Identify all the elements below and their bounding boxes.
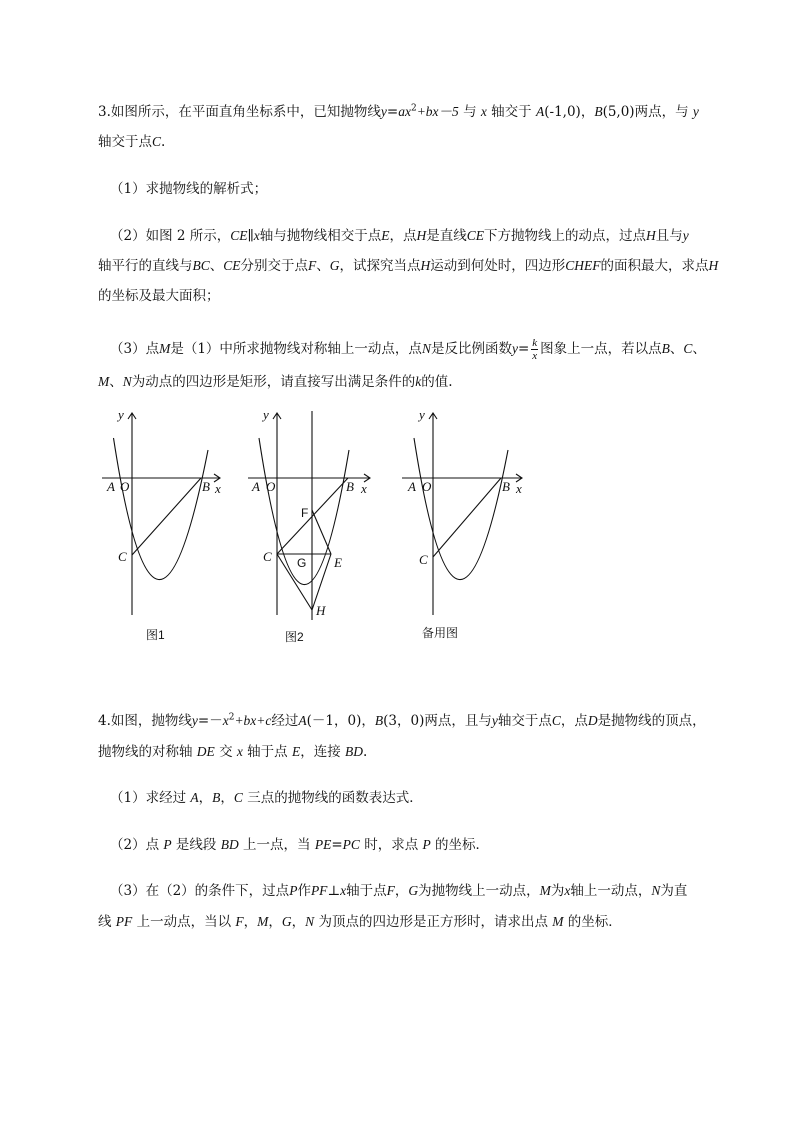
var: A — [190, 790, 199, 805]
text: 两点，且与 — [424, 713, 492, 729]
label-G: G — [297, 556, 307, 570]
var: G — [281, 914, 292, 929]
text: 、 — [209, 258, 224, 274]
text: 、 — [692, 341, 706, 357]
label-y: y — [118, 407, 124, 422]
var: F — [235, 914, 244, 929]
text: （2）如图 2 所示， — [110, 228, 231, 244]
text: =－ — [197, 713, 223, 729]
problem3-line2 — [98, 133, 738, 151]
var: B — [374, 713, 384, 728]
label-B: B — [346, 479, 354, 494]
text: 的坐标及最大面积； — [98, 288, 220, 304]
var: BC — [192, 258, 210, 273]
var: M — [552, 914, 564, 929]
var: N — [651, 883, 661, 898]
figure-3 — [398, 405, 533, 620]
problem3-q3-line1 — [110, 337, 750, 362]
var: M — [257, 914, 269, 929]
problem4-line1 — [98, 712, 738, 730]
label-O: O — [266, 479, 276, 494]
label-B: B — [202, 479, 210, 494]
problem4-q3-line2 — [98, 913, 738, 931]
label-A: A — [107, 479, 115, 494]
text: ⊥ — [327, 883, 341, 899]
var: N — [421, 341, 431, 356]
var: y — [511, 341, 518, 356]
problem3-q2-line2 — [98, 257, 738, 275]
segment-BC — [132, 478, 201, 555]
label-A: A — [252, 479, 260, 494]
text: 上一动点，当以 — [132, 914, 236, 930]
text: 4.如图，抛物线 — [98, 713, 192, 729]
text: ，点 — [560, 713, 588, 729]
label-F: F — [301, 506, 309, 520]
problem3-q2-line3 — [98, 287, 738, 305]
text: ，连接 — [300, 744, 346, 760]
text: (3，0) — [383, 713, 425, 729]
text: （1）求经过 — [110, 790, 191, 806]
text: 三点的抛物线的函数表达式． — [242, 790, 423, 806]
var: N — [122, 374, 132, 389]
var: CE — [223, 258, 241, 273]
problem4-line2 — [98, 743, 738, 761]
text: 轴于点 — [346, 883, 387, 899]
label-O: O — [422, 479, 432, 494]
label-O: O — [120, 479, 130, 494]
text: （1）求抛物线的解析式； — [110, 181, 268, 197]
text: ， — [198, 790, 213, 806]
text: 轴交于 — [486, 104, 536, 120]
var: P — [422, 837, 431, 852]
var: CHEF — [565, 258, 601, 273]
text: 交 — [214, 744, 237, 760]
text: ， — [268, 914, 282, 930]
text: 轴交于点 — [98, 134, 152, 150]
var: y — [491, 713, 498, 728]
text: 轴交于点 — [497, 713, 552, 729]
text: 是抛物线的顶点， — [597, 713, 706, 729]
figure-3-caption: 备用图 — [422, 626, 459, 640]
var: H — [416, 228, 427, 243]
var: C — [683, 341, 693, 356]
var: PC — [342, 837, 360, 852]
figure-1-caption: 图1 — [146, 628, 165, 642]
text: 图象上一点，若以点 — [540, 341, 662, 357]
var-y: y — [692, 104, 699, 119]
figure-2-caption: 图2 — [285, 630, 304, 644]
label-A: A — [408, 479, 416, 494]
var: y — [682, 228, 689, 243]
term-rest: +bx－5 — [416, 104, 459, 119]
problem3-q2-line1 — [110, 227, 750, 245]
label-C: C — [263, 549, 272, 564]
fraction-k-over-x — [531, 337, 538, 362]
problem3-q3-line2 — [98, 373, 738, 391]
text: ，试探究当点 — [339, 258, 421, 274]
text: （2）点 — [110, 837, 164, 853]
text: 的坐标． — [563, 914, 622, 930]
var: x — [253, 228, 260, 243]
text: 且与 — [655, 228, 683, 244]
text: 时，求点 — [359, 837, 423, 853]
var: C — [551, 713, 561, 728]
text: . — [161, 134, 166, 150]
text: ， — [243, 914, 258, 930]
var: k — [415, 374, 422, 389]
problem3-q1 — [110, 180, 750, 198]
var: k — [532, 337, 538, 349]
var: +bx+c — [234, 713, 272, 728]
text: 轴与抛物线相交于点 — [259, 228, 382, 244]
label-E: E — [334, 555, 342, 570]
term-ax: ax — [398, 104, 411, 119]
text: 是线段 — [171, 837, 221, 853]
var: D — [587, 713, 598, 728]
segment-FE — [312, 510, 331, 554]
text: 下方抛物线上的动点，过点 — [484, 228, 647, 244]
var: x — [236, 744, 243, 759]
label-C: C — [118, 549, 127, 564]
var-y: y — [380, 104, 387, 119]
label-x: x — [516, 481, 522, 496]
text: 与 — [458, 104, 481, 120]
text: 上一点，当 — [238, 837, 315, 853]
var: PF — [115, 914, 133, 929]
label-B: B — [502, 479, 510, 494]
figure-1 — [98, 405, 228, 620]
text: 是（1）中所求抛物线对称轴上一动点，点 — [170, 341, 422, 357]
text: 、 — [316, 258, 330, 274]
text: 作 — [297, 883, 311, 899]
var: N — [305, 914, 315, 929]
text: 的面积最大，求点 — [600, 258, 709, 274]
label-y: y — [419, 407, 425, 422]
text: 轴上一动点， — [570, 883, 652, 899]
var: P — [163, 837, 172, 852]
text: 轴于点 — [242, 744, 292, 760]
text: 是反比例函数 — [430, 341, 512, 357]
label-H: H — [316, 603, 326, 618]
var: B — [661, 341, 670, 356]
text: 线 — [98, 914, 116, 930]
var: H — [708, 258, 719, 273]
coord-B: (5,0) — [602, 104, 635, 120]
var: A — [298, 713, 307, 728]
var: x — [564, 883, 571, 898]
segment-CH — [277, 554, 312, 610]
problem3-line1 — [98, 103, 738, 121]
text: 分别交于点 — [240, 258, 309, 274]
text: 为直 — [660, 883, 688, 899]
problem3-intro: 3.如图所示，在平面直角坐标系中，已知抛物线 — [98, 104, 381, 120]
var: P — [289, 883, 298, 898]
var: F — [308, 258, 317, 273]
text: 的值. — [421, 374, 453, 390]
segment-BC — [433, 478, 501, 557]
point-C: C — [152, 134, 162, 149]
text: ， — [361, 713, 375, 729]
text: 为顶点的四边形是正方形时，请求出点 — [314, 914, 553, 930]
problem4-q3-line1 — [110, 882, 750, 900]
var: x — [340, 883, 347, 898]
var: M — [159, 341, 171, 356]
label-x: x — [215, 481, 221, 496]
text: ∥ — [247, 228, 254, 244]
var: F — [386, 883, 395, 898]
text: 轴平行的直线与 — [98, 258, 193, 274]
text: 为抛物线上一动点， — [418, 883, 540, 899]
var: M — [98, 374, 110, 389]
point-A: A — [535, 104, 545, 119]
point-B: B — [594, 104, 603, 119]
text: ，点 — [389, 228, 417, 244]
var: M — [539, 883, 551, 898]
text: 、 — [669, 341, 684, 357]
parabola — [414, 438, 508, 580]
text: 的坐标． — [430, 837, 490, 853]
figure-2 — [244, 405, 384, 620]
text: 为动点的四边形是矩形，请直接写出满足条件的 — [131, 374, 416, 390]
exponent: 2 — [410, 103, 417, 114]
var: y — [191, 713, 198, 728]
text: 为 — [550, 883, 565, 899]
parabola — [114, 438, 209, 580]
text: ， — [580, 104, 595, 120]
problem4-q2 — [110, 836, 750, 854]
text: 两点，与 — [634, 104, 693, 120]
text: 运动到何处时，四边形 — [430, 258, 566, 274]
var: B — [212, 790, 221, 805]
var-x: x — [480, 104, 487, 119]
var: PE — [314, 837, 332, 852]
text: 抛物线的对称轴 — [98, 744, 197, 760]
text: (－1，0) — [306, 713, 362, 729]
segment-EH — [312, 554, 331, 610]
var: PF — [310, 883, 328, 898]
text: 是直线 — [426, 228, 467, 244]
var: C — [233, 790, 243, 805]
var: H — [420, 258, 431, 273]
var: x — [532, 350, 538, 362]
label-x: x — [361, 481, 367, 496]
text: 经过 — [271, 713, 299, 729]
var: CE — [466, 228, 485, 243]
var: E — [291, 744, 301, 759]
coord-A: (-1,0) — [544, 104, 581, 120]
var: G — [329, 258, 340, 273]
var: G — [408, 883, 419, 898]
text: ， — [394, 883, 409, 899]
problem4-q1 — [110, 789, 750, 807]
text: （3）点 — [110, 341, 160, 357]
var: BD — [220, 837, 239, 852]
text: ， — [220, 790, 234, 806]
label-y: y — [263, 407, 269, 422]
text: = — [517, 341, 530, 357]
var: BD — [345, 744, 364, 759]
label-C: C — [419, 552, 428, 567]
text: . — [363, 744, 368, 760]
var: H — [646, 228, 656, 243]
var: CE — [230, 228, 248, 243]
text: （3）在（2）的条件下，过点 — [110, 883, 290, 899]
text: 、 — [109, 374, 123, 390]
exponent: 2 — [228, 712, 235, 723]
equals: = — [386, 104, 399, 120]
text: ， — [291, 914, 306, 930]
var: x — [222, 713, 229, 728]
text: = — [331, 837, 343, 853]
var: DE — [196, 744, 215, 759]
var: E — [381, 228, 390, 243]
